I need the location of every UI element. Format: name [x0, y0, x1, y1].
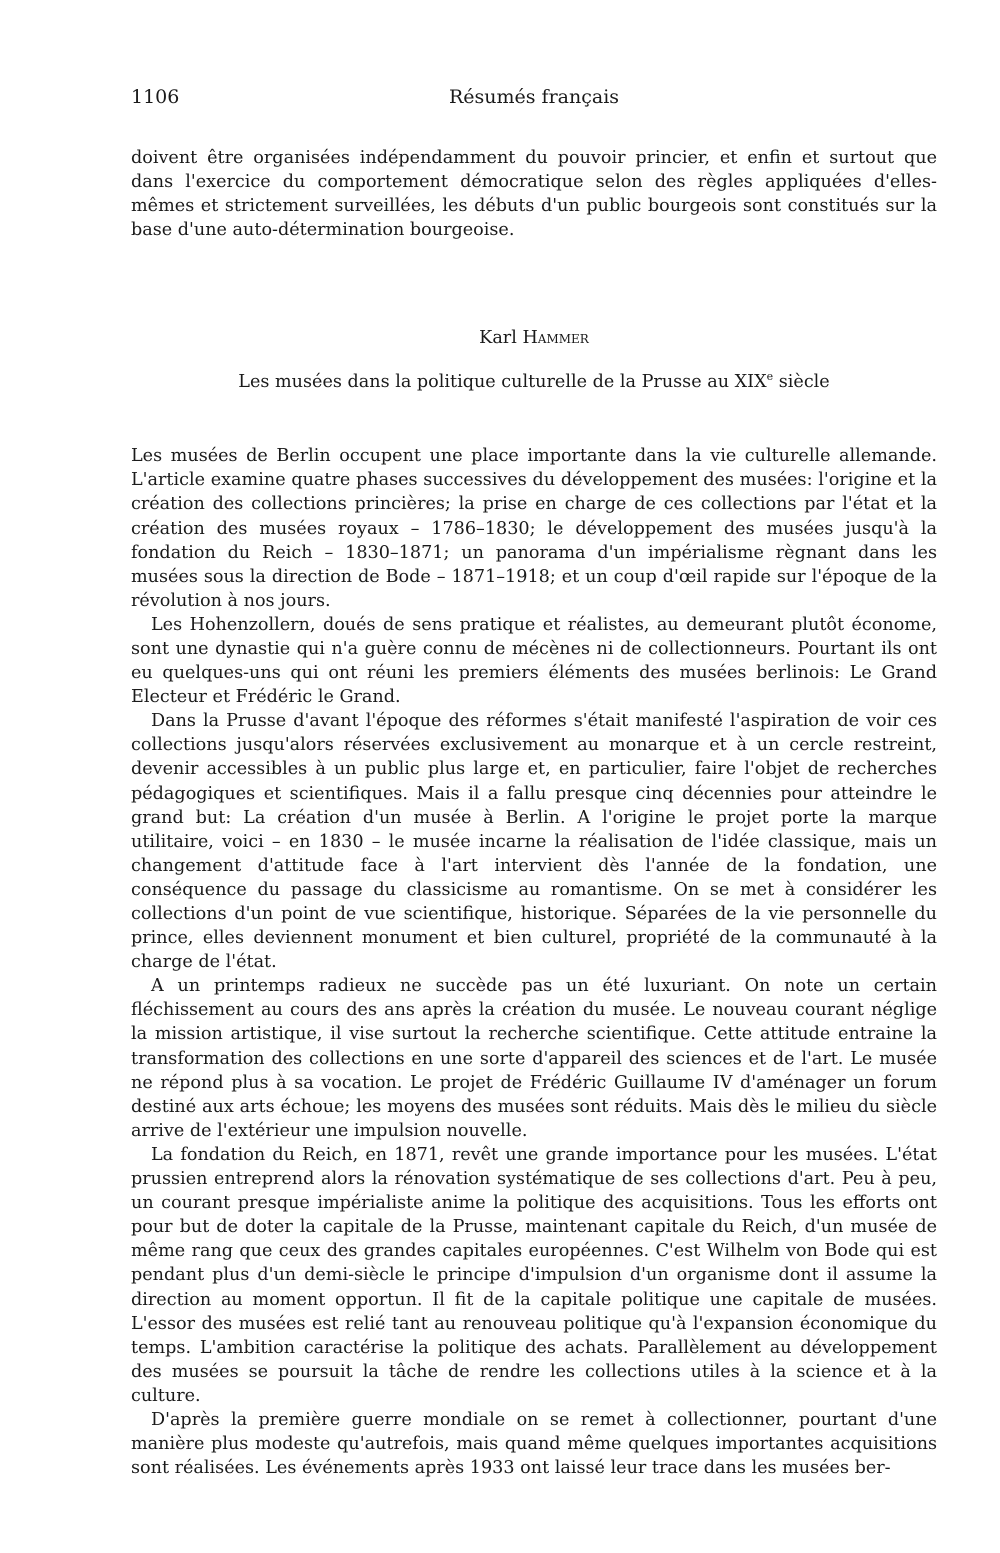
abstract-paragraph-6: D'après la première guerre mondiale on se remet à collectionner, pourtant d'une manière plus modeste qu'autrefois, mais quand même quelques importantes acquisitions sont réalisées. Les événements après 1933 ont laissé leur trace dans les musées ber- — [131, 1409, 937, 1479]
abstract-paragraph-3: Dans la Prusse d'avant l'époque des réformes s'était manifesté l'aspiration de voir ces collections jusqu'alors réservées exclusivement au monarque et à un cercle restreint, devenir accessibles à un public plus large et, en particulier, faire l'objet de recherches pédagogiques et scientifiques. Mais il a fallu presque cinq décennies pour atteindre le grand but: La création d'un musée à Berlin. A l'origine le projet porte la marque utilitaire, voici – en 1830 – le musée incarne la réalisation de l'idée classique, mais un changement d'attitude face à l'art intervient dès l'année de la fondation, une conséquence du passage du classicisme au romantisme. On se met à considérer les collections d'un point de vue scientifique, historique. Séparées de la vie personnelle du prince, elles deviennent monument et bien culturel, propriété de la communauté à la charge de l'état. — [131, 711, 937, 973]
abstract-paragraph-4: A un printemps radieux ne succède pas un été luxuriant. On note un certain fléchissement au cours des ans après la création du musée. Le nouveau courant néglige la mission artistique, il vise surtout la recherche scientifique. Cette attitude entraine la transformation des collections en une sorte d'appareil des sciences et de l'art. Le musée ne répond plus à sa vocation. Le projet de Frédéric Guillaume IV d'aménager un forum destiné aux arts échoue; les moyens des musées sont réduits. Mais dès le milieu du siècle arrive de l'extérieur une impulsion nouvelle. — [131, 976, 937, 1141]
running-title: Résumés français — [448, 86, 620, 108]
article-title-superscript: e — [766, 370, 774, 384]
page — [131, 80, 937, 1480]
article-title-main: Les musées dans la politique culturelle de la Prusse au XIX — [238, 372, 767, 393]
article-title — [131, 370, 937, 392]
abstract-paragraph-5: La fondation du Reich, en 1871, revêt une grande importance pour les musées. L'état prussien entreprend alors la rénovation systématique de ses collections d'art. Peu à peu, un courant presque impérialiste anime la politique des acquisitions. Tous les efforts ont pour but de doter la capitale de la Prusse, maintenant capitale du Reich, d'un musée de même rang que ceux des grandes capitales européennes. C'est Wilhelm von Bode qui est pendant plus d'un demi-siècle le principe d'impulsion d'un organisme dont il assume la direction au moment opportun. Il fit de la capitale politique une capitale de musées. L'essor des musées est relié tant au renouveau politique qu'à l'expansion économique du temps. L'ambition caractérise la politique des achats. Parallèlement au développement des musées se poursuit la tâche de rendre les collections utiles à la science et à la culture. — [131, 1144, 937, 1406]
page-header — [131, 80, 937, 114]
article-title-end: siècle — [773, 372, 830, 393]
abstract-paragraph-2: Les Hohenzollern, doués de sens pratique et réalistes, au demeurant plutôt économe, sont une dynastie qui n'a guère connu de mécènes ni de collectionneurs. Pourtant ils ont eu quelques-uns qui ont réuni les premiers éléments des musées berlinois: Le Grand Electeur et Frédéric le Grand. — [131, 614, 937, 708]
page-number: 1106 — [131, 86, 180, 108]
author-first-name: Karl — [479, 328, 517, 349]
author-last-name: Hammer — [522, 328, 589, 349]
abstract-paragraph-1: Les musées de Berlin occupent une place importante dans la vie culturelle allemande. L'article examine quatre phases successives du développement des musées: l'origine et la création des collections princières; la prise en charge de ces collections par l'état et la création des musées royaux – 1786–1830; le développement des musées jusqu'à la fondation du Reich – 1830–1871; un panorama d'un impérialisme règnant dans les musées sous la direction de Bode – 1871–1918; et un coup d'œil rapide sur l'époque de la révolution à nos jours. — [131, 446, 937, 611]
article-author — [131, 328, 937, 348]
continuation-paragraph: doivent être organisées indépendamment du pouvoir princier, et enfin et surtout que dans l'exercice du comportement démocratique selon des règles appliquées d'elles-mêmes et strictement surveillées, les débuts d'un public bourgeois sont constitués sur la base d'une auto-détermination bourgeoise. — [131, 148, 937, 241]
